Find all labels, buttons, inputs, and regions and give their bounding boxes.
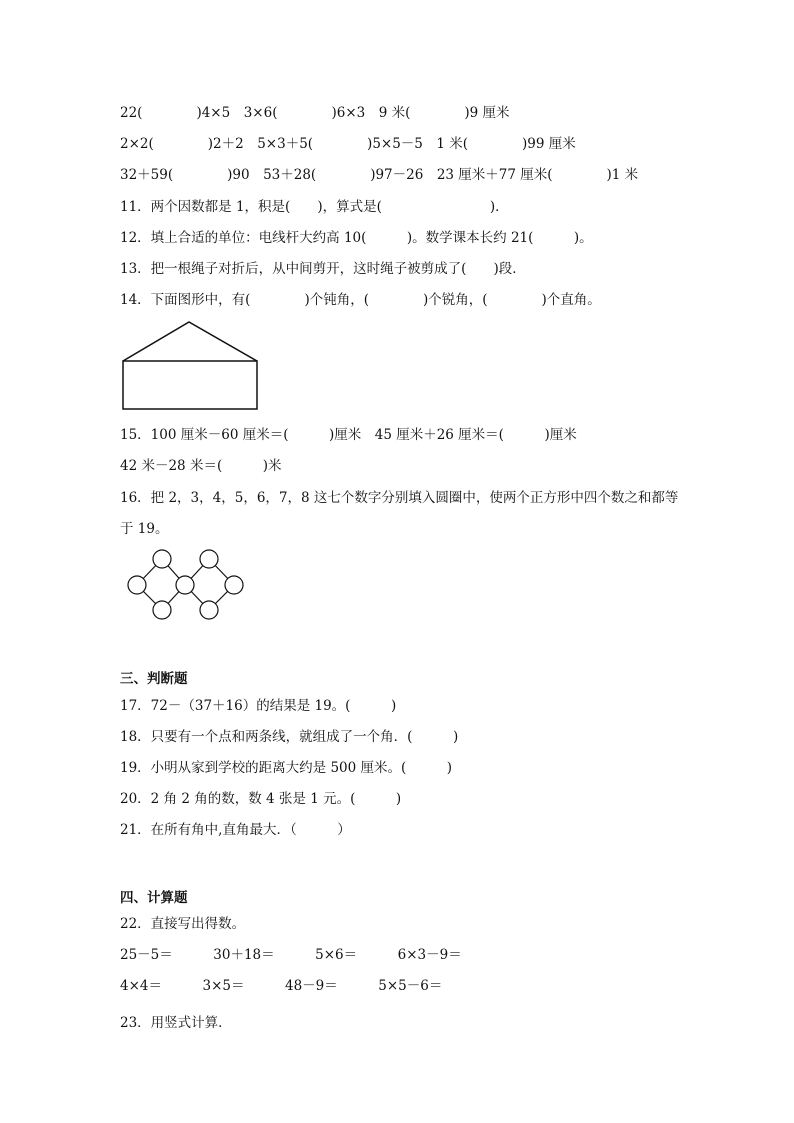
section-4-heading: 四、计算题 <box>120 890 188 906</box>
question-15b: 42 米－28 米＝( )米 <box>120 458 282 474</box>
question-13: 13．把一根绳子对折后，从中间剪开，这时绳子被剪成了( )段． <box>120 261 526 277</box>
section-3-heading: 三、判断题 <box>120 671 188 687</box>
compare-row-2: 2×2( )2＋2 5×3＋5( )5×5－5 1 米( )99 厘米 <box>120 136 576 152</box>
circle-top-right <box>200 550 218 568</box>
calc-row-2: 4×4＝ 3×5＝ 48－9＝ 5×5－6＝ <box>120 978 443 994</box>
question-20: 20．2 角 2 角的数，数 4 张是 1 元。( ) <box>120 791 402 807</box>
circle-bottom-left <box>153 601 171 619</box>
question-21: 21．在所有角中,直角最大．（ ） <box>120 822 351 838</box>
question-18: 18．只要有一个点和两条线，就组成了一个角．( ) <box>120 729 459 745</box>
question-15a: 15．100 厘米－60 厘米＝( )厘米 45 厘米＋26 厘米＝( )厘米 <box>120 427 577 443</box>
question-17: 17．72－（37＋16）的结果是 19。( ) <box>120 698 397 714</box>
circle-middle <box>176 576 194 594</box>
question-16a: 16．把 2，3，4，5，6，7，8 这七个数字分别填入圆圈中，使两个正方形中四个数之和都等 <box>120 490 679 506</box>
compare-row-3: 32＋59( )90 53＋28( )97－26 23 厘米＋77 厘米( )1 米 <box>120 167 639 183</box>
question-12: 12．填上合适的单位：电线杆大约高 10( )。数学课本长约 21( )。 <box>120 230 593 246</box>
question-19: 19．小明从家到学校的距离大约是 500 厘米。( ) <box>120 760 453 776</box>
house-shape-figure <box>120 318 262 414</box>
circle-squares-figure <box>122 547 262 627</box>
question-11: 11．两个因数都是 1，积是( )，算式是( )． <box>120 199 509 215</box>
compare-row-1: 22( )4×5 3×6( )6×3 9 米( )9 厘米 <box>120 105 510 121</box>
circle-top-left <box>153 550 171 568</box>
question-14: 14．下面图形中，有( )个钝角，( )个锐角，( )个直角。 <box>120 292 601 308</box>
circle-right <box>225 576 243 594</box>
question-16b: 于 19。 <box>120 521 169 537</box>
circle-left <box>128 576 146 594</box>
circle-bottom-right <box>200 601 218 619</box>
question-23: 23．用竖式计算． <box>120 1015 232 1031</box>
calc-row-1: 25－5＝ 30＋18＝ 5×6＝ 6×3－9＝ <box>120 947 462 963</box>
question-22: 22．直接写出得数。 <box>120 916 246 932</box>
